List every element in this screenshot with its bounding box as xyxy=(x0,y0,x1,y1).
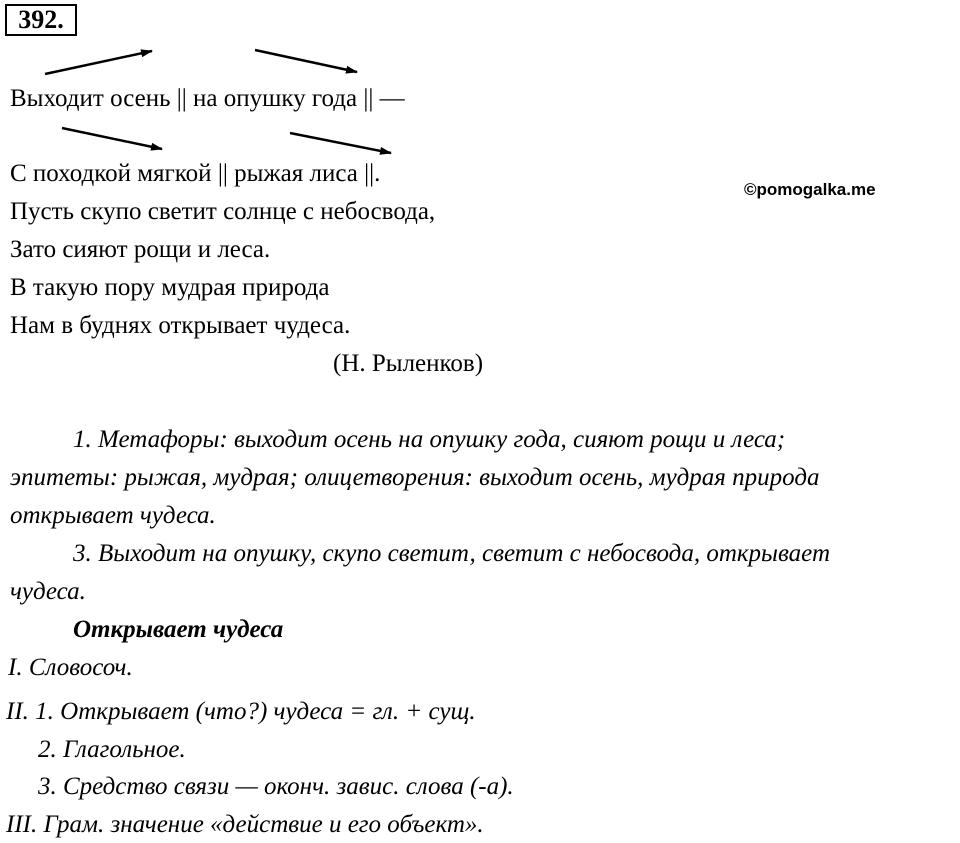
poem-line-2: С походкой мягкой || рыжая лиса ||. xyxy=(10,160,381,187)
poem-line-3: Пусть скупо светит солнце с небосвода, xyxy=(10,198,436,225)
answer-1-line-3: открывает чудеса. xyxy=(10,502,216,529)
poem-author: (Н. Рыленков) xyxy=(333,350,484,377)
analysis-line-2: II. 1. Открывает (что?) чудеса = гл. + сущ. xyxy=(6,698,476,725)
poem-line-1: Выходит осень || на опушку года || — xyxy=(10,85,405,112)
analysis-line-4: 3. Средство связи — оконч. завис. слова (-а). xyxy=(38,773,514,800)
arrow-1 xyxy=(45,51,152,74)
task-number: 392. xyxy=(5,4,77,36)
arrow-4 xyxy=(290,133,391,153)
answer-3-line-2: чудеса. xyxy=(10,578,86,605)
poem-line-4: Зато сияют рощи и леса. xyxy=(10,236,271,263)
arrow-2 xyxy=(255,50,357,72)
arrow-3 xyxy=(62,128,162,149)
analysis-line-3: 2. Глагольное. xyxy=(38,736,186,763)
poem-line-6: Нам в буднях открывает чудеса. xyxy=(10,312,351,339)
phrase-title: Открывает чудеса xyxy=(73,616,284,643)
answer-1-line-1: 1. Метафоры: выходит осень на опушку года, сияют рощи и леса; xyxy=(73,426,786,453)
answer-3-line-1: 3. Выходит на опушку, скупо светит, светит с небосвода, открывает xyxy=(73,540,830,567)
analysis-line-5: III. Грам. значение «действие и его объект». xyxy=(6,811,484,838)
analysis-line-1: I. Словосоч. xyxy=(8,654,133,681)
watermark: ©pomogalka.me xyxy=(744,180,876,199)
answer-1-line-2: эпитеты: рыжая, мудрая; олицетворения: выходит осень, мудрая природа xyxy=(10,464,820,491)
poem-line-5: В такую пору мудрая природа xyxy=(10,274,330,301)
